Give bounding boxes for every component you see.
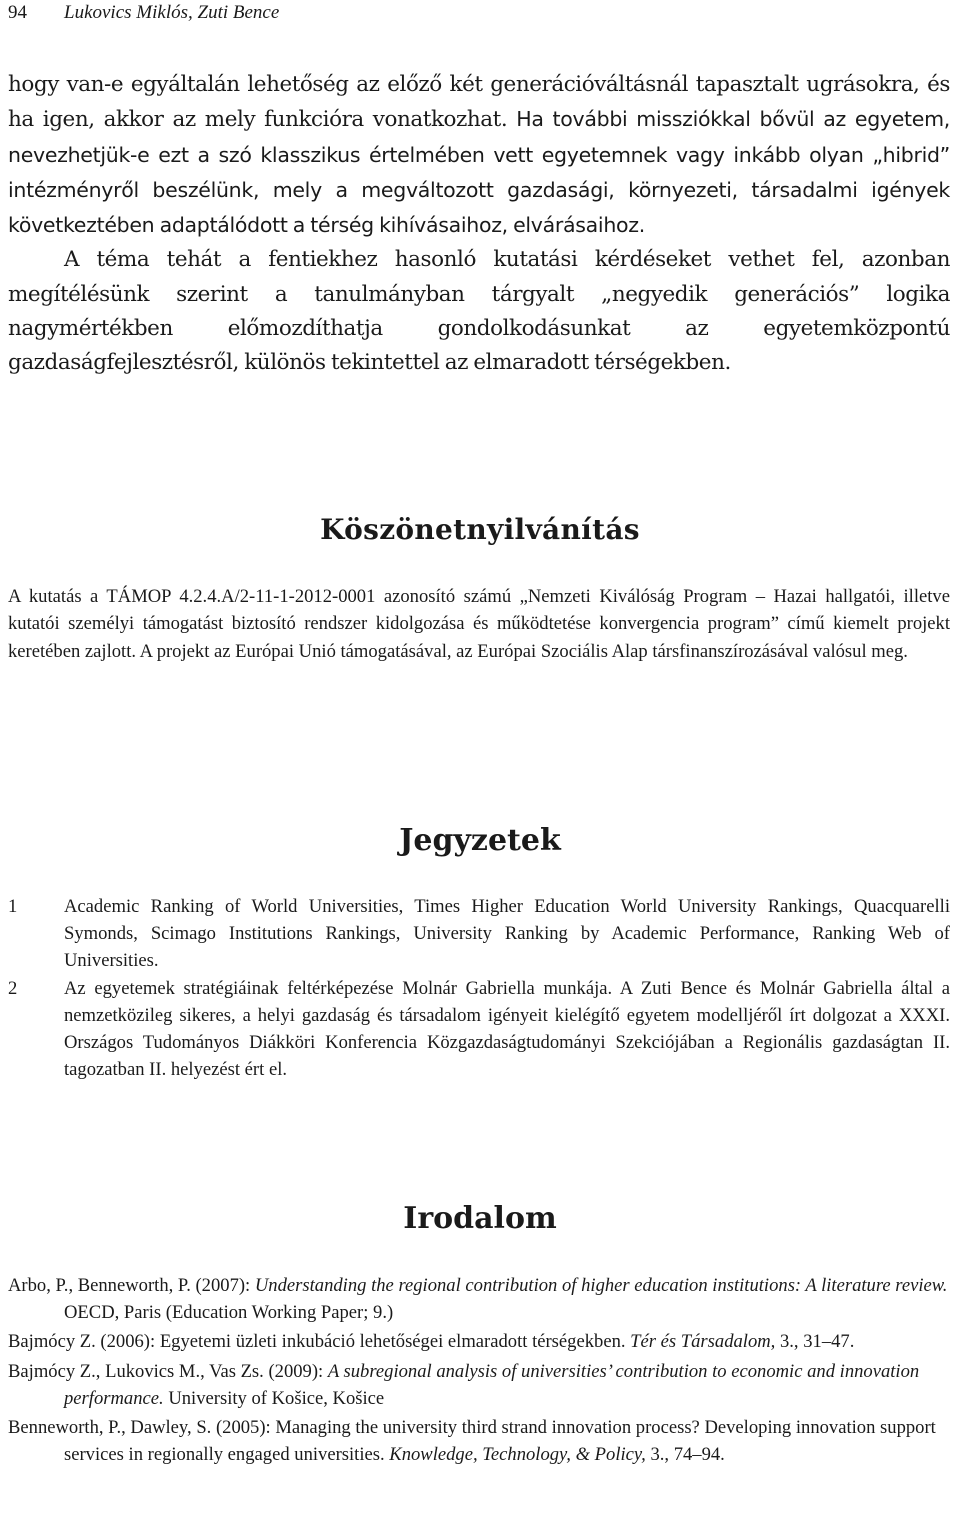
reference-list — [8, 1272, 950, 1470]
reference-tail: 3., 31–47. — [775, 1331, 855, 1353]
reference-tail: University of Košice, Košice — [163, 1387, 385, 1409]
note-number: 2 — [8, 977, 18, 999]
note-item — [8, 975, 950, 1084]
acknowledgement-heading: Köszönetnyilvánítás — [320, 513, 640, 546]
literature-heading: Irodalom — [403, 1201, 557, 1236]
reference-item — [8, 1272, 950, 1326]
reference-italic: Tér és Társadalom, — [630, 1331, 776, 1353]
reference-lead: Bajmócy Z., Lukovics M., Vas Zs. (2009): — [8, 1360, 328, 1382]
paragraph-1 — [8, 68, 950, 243]
note-text: Az egyetemek stratégiáinak feltérképezése Molnár Gabriella munkája. A Zuti Bence és Molnár Gabriella által a nemzetközileg sikeres, a helyi gazdaság és társadalom igényeit kielégítő egyetem modelljéről írt dolgozat a XXXI. Országos Tudományos Diákköri Konferencia Közgazdaságtudományi Szekciójában a Regionális gazdaságtan II. tagozatban II. helyezést ért el. — [64, 977, 950, 1081]
page-number: 94 — [8, 2, 27, 23]
paragraph-1-serif: hogy van-e egyáltalán lehetőség az előző két generációváltásnál tapasztalt ugrásokra, és ha igen, akkor az mely funkcióra vonatkozhat. — [8, 72, 950, 133]
reference-tail: OECD, Paris (Education Working Paper; 9.) — [64, 1302, 394, 1324]
reference-tail: 3., 74–94. — [645, 1444, 725, 1466]
reference-lead: Benneworth, P., Dawley, S. (2005): Managing the university third strand innovation process? Developing innovation support services in regionally engaged universities. — [8, 1417, 936, 1466]
reference-lead: Bajmócy Z. (2006): Egyetemi üzleti inkubáció lehetőségei elmaradott térségekben. — [8, 1331, 631, 1353]
reference-italic: A subregional analysis of universities’ contribution to economic and innovation performance. — [64, 1360, 920, 1409]
note-item — [8, 893, 950, 975]
acknowledgement-text: A kutatás a TÁMOP 4.2.4.A/2-11-1-2012-0001 azonosító számú „Nemzeti Kiválóság Program – Hazai hallgatói, illetve kutatói személyi támogatást biztosító rendszer kidolgozása és működtetése konvergencia program” című kiemelt projekt keretében zajlott. A projekt az Európai Unió támogatásával, az Európai Szociális Alap társfinanszírozásával valósul meg. — [8, 586, 950, 662]
reference-lead: Arbo, P., Benneworth, P. (2007): — [8, 1275, 255, 1296]
note-number: 1 — [8, 896, 18, 917]
reference-item — [8, 1414, 950, 1468]
running-authors: Lukovics Miklós, Zuti Bence — [64, 2, 280, 23]
reference-italic: Knowledge, Technology, & Policy, — [389, 1444, 646, 1466]
reference-item — [8, 1328, 950, 1355]
running-header — [8, 0, 279, 26]
note-text: Academic Ranking of World Universities, Times Higher Education World University Rankings, Quacquarelli Symonds, Scimago Institutions Rankings, University Ranking by Academic Performance, Ranking Web of Universities. — [64, 896, 950, 972]
paragraph-2: A téma tehát a fentiekhez hasonló kutatási kérdéseket vethet fel, azonban megítélésünk szerint a tanulmányban tárgyalt „negyedik generációs” logika nagymértékben előmozdíthatja gondolkodásunkat az egyetemközpontú gazdaságfejlesztésről, különös tekintettel az elmaradott térségekben. — [8, 247, 950, 376]
reference-italic: Understanding the regional contribution of higher education institutions: A literature review. — [254, 1275, 948, 1296]
notes-list — [8, 893, 950, 1083]
body-text — [8, 68, 950, 381]
paragraph-1-sans: Ha további missziókkal bővül az egyetem, nevezhetjük-e ezt a szó klasszikus értelmében vett egyetemnek vagy inkább olyan „hibrid” intézményről beszélünk, mely a megváltozott gazdasági, környezeti, társadalmi igények következtében adaptálódott a térség kihívásaihoz, elvárásaihoz. — [8, 107, 950, 238]
notes-heading: Jegyzetek — [399, 823, 561, 858]
reference-item — [8, 1358, 950, 1412]
